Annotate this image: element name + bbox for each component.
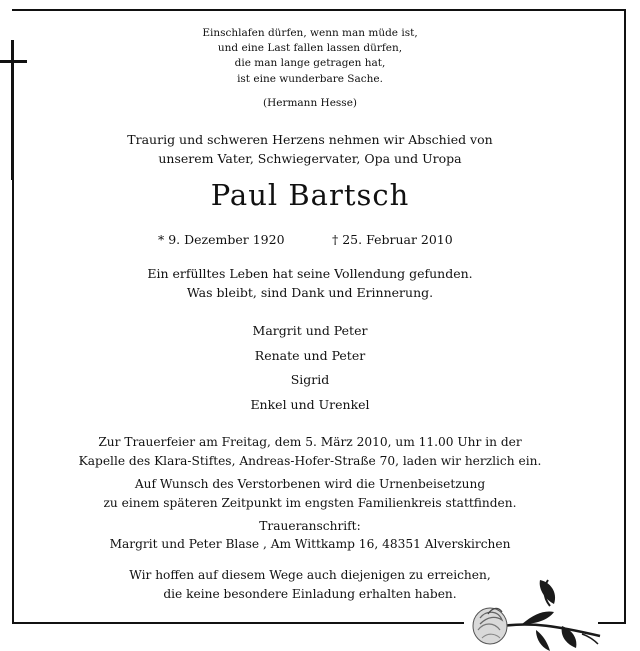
border-bottom-left: [12, 622, 464, 624]
border-right: [624, 9, 626, 623]
family-member: Renate und Peter: [254, 347, 366, 363]
closing-line: die keine besondere Einladung erhalten haben.: [163, 586, 457, 601]
burial-wish: [30, 475, 590, 512]
memorial-quote: [30, 264, 590, 302]
intro-line: Traurig und schweren Herzens nehmen wir Abschied von: [127, 132, 493, 147]
wish-line: Auf Wunsch des Verstorbenen wird die Urnenbeisetzung: [134, 477, 486, 491]
border-bottom-right: [598, 622, 626, 624]
intro-line: unserem Vater, Schwiegervater, Opa und Uropa: [158, 150, 462, 166]
closing-line: Wir hoffen auf diesem Wege auch diejenigen zu erreichen,: [129, 568, 491, 582]
family-member: Margrit und Peter: [252, 323, 368, 338]
quote-line: Ein erfülltes Leben hat seine Vollendung gefunden.: [147, 266, 473, 281]
deceased-name: Paul Bartsch: [210, 178, 410, 212]
mourning-address: Margrit und Peter Blase , Am Wittkamp 16, 48351 Alverskirchen: [109, 537, 511, 551]
rose-icon: [462, 574, 602, 651]
family-list: [30, 319, 590, 417]
border-left: [12, 160, 14, 624]
wish-line: zu einem späteren Zeitpunkt im engsten Familienkreis stattfinden.: [103, 495, 517, 510]
family-member: Sigrid: [290, 372, 330, 387]
poem: [30, 26, 590, 87]
quote-line: Was bleibt, sind Dank und Erinnerung.: [186, 285, 434, 300]
poem-line: und eine Last fallen lassen dürfen,: [217, 42, 403, 55]
border-top: [12, 9, 626, 11]
poem-line: die man lange getragen hat,: [234, 57, 386, 70]
address-label: Traueranschrift:: [259, 519, 361, 533]
ceremony-info: [30, 433, 590, 470]
cross-horizontal: [0, 60, 27, 63]
birth-date: * 9. Dezember 1920: [158, 232, 285, 247]
death-date: † 25. Februar 2010: [332, 232, 453, 247]
poem-line: ist eine wunderbare Sache.: [237, 72, 383, 85]
ceremony-line: Kapelle des Klara-Stiftes, Andreas-Hofer-Straße 70, laden wir herzlich ein.: [78, 453, 542, 468]
ceremony-line: Zur Trauerfeier am Freitag, dem 5. März 2010, um 11.00 Uhr in der: [98, 435, 522, 449]
poem-line: Einschlafen dürfen, wenn man müde ist,: [202, 27, 418, 39]
poem-author: (Hermann Hesse): [262, 97, 358, 109]
intro-text: [30, 131, 590, 168]
family-member: Enkel und Urenkel: [250, 396, 370, 412]
